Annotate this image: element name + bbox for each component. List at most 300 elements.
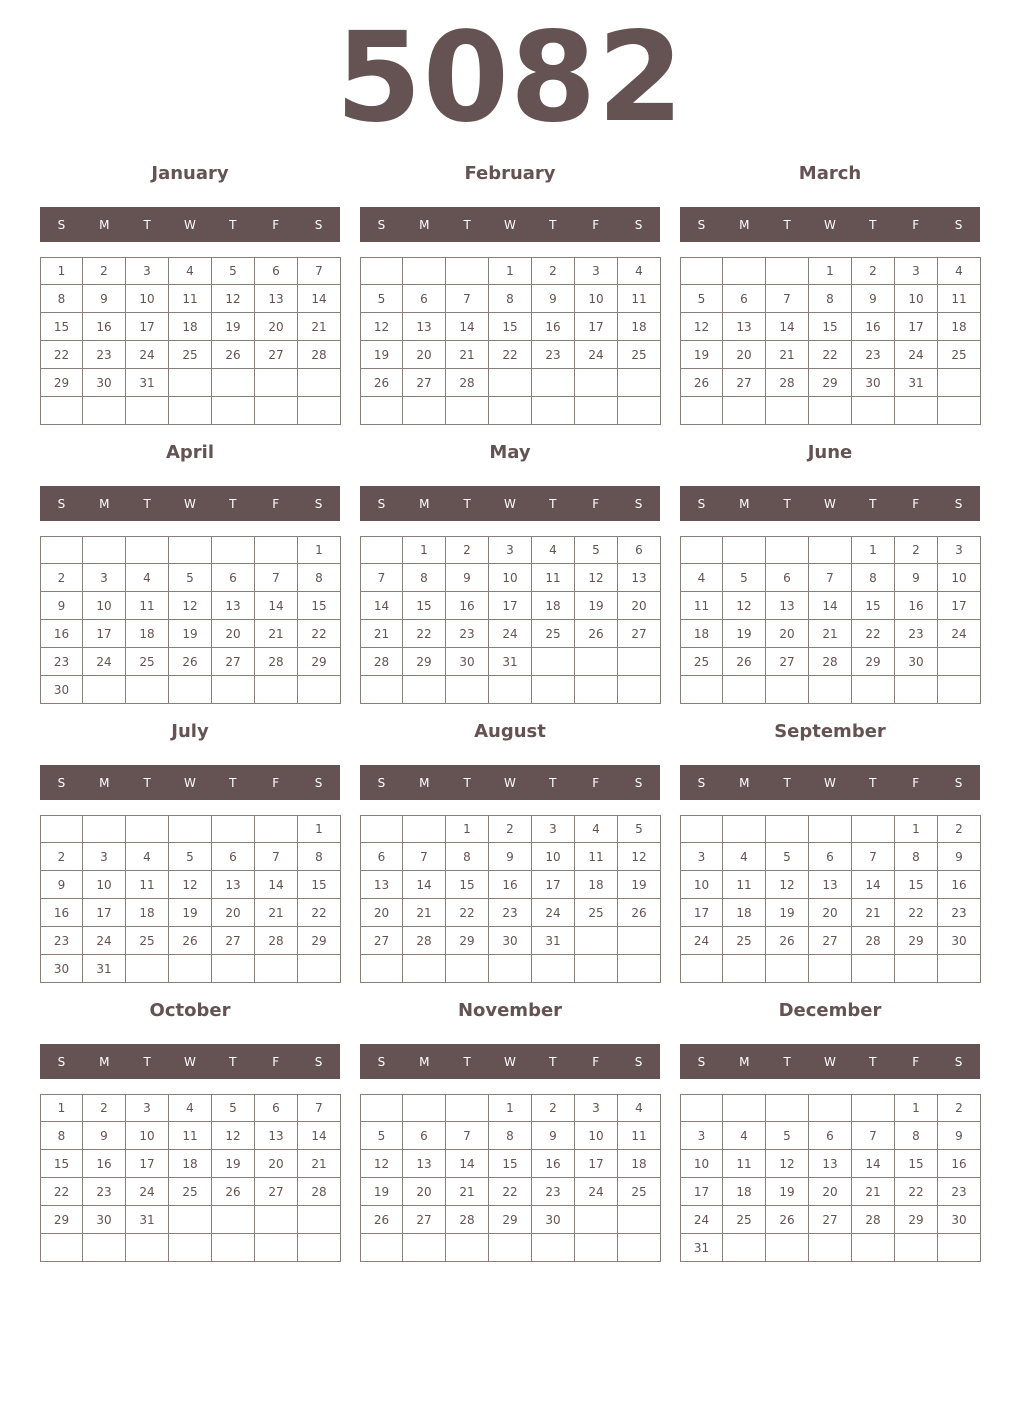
- day-cell: 15: [489, 1150, 532, 1178]
- day-cell: 11: [618, 285, 661, 313]
- weekday-label: M: [99, 775, 110, 790]
- day-cell: 23: [40, 648, 83, 676]
- month-december: [680, 995, 980, 1262]
- weekday-label: T: [783, 775, 791, 790]
- day-cell: 21: [403, 899, 446, 927]
- day-cell: 30: [446, 648, 489, 676]
- day-cell: 18: [169, 1150, 212, 1178]
- weekday-label: W: [824, 496, 836, 511]
- weekday-label: W: [504, 496, 516, 511]
- day-cell: 13: [212, 871, 255, 899]
- weekday-label: S: [57, 775, 66, 790]
- empty-day-cell: [126, 955, 169, 983]
- day-cell: 30: [938, 927, 981, 955]
- weekday-label: S: [377, 1054, 386, 1069]
- empty-day-cell: [169, 955, 212, 983]
- day-cell: 10: [680, 1150, 723, 1178]
- day-cell: 20: [809, 899, 852, 927]
- day-cell: 16: [938, 1150, 981, 1178]
- day-cell: 17: [83, 620, 126, 648]
- day-cell: 27: [809, 927, 852, 955]
- weekday-label: S: [697, 1054, 706, 1069]
- empty-day-cell: [83, 676, 126, 704]
- day-cell: 19: [766, 1178, 809, 1206]
- day-grid: [360, 536, 661, 704]
- weekday-label: T: [229, 496, 237, 511]
- weekday-header: [40, 207, 340, 242]
- day-cell: 24: [680, 927, 723, 955]
- day-cell: 25: [126, 927, 169, 955]
- day-cell: 20: [403, 341, 446, 369]
- day-cell: 15: [809, 313, 852, 341]
- weekday-label: T: [143, 1054, 151, 1069]
- day-cell: 8: [403, 564, 446, 592]
- day-cell: 20: [255, 1150, 298, 1178]
- day-cell: 5: [212, 257, 255, 285]
- empty-day-cell: [169, 1206, 212, 1234]
- weekday-label: S: [377, 217, 386, 232]
- day-cell: 31: [489, 648, 532, 676]
- weekday-label: M: [739, 1054, 750, 1069]
- day-cell: 19: [169, 899, 212, 927]
- day-cell: 21: [852, 1178, 895, 1206]
- weekday-header: [680, 207, 980, 242]
- empty-day-cell: [126, 1234, 169, 1262]
- weekday-label: T: [549, 775, 557, 790]
- weekday-label: M: [99, 1054, 110, 1069]
- day-cell: 3: [680, 843, 723, 871]
- day-cell: 2: [489, 815, 532, 843]
- month-february: [360, 158, 660, 425]
- empty-day-cell: [680, 815, 723, 843]
- weekday-header: [680, 765, 980, 800]
- day-cell: 21: [446, 341, 489, 369]
- day-cell: 25: [532, 620, 575, 648]
- day-cell: 28: [298, 1178, 341, 1206]
- weekday-label: T: [143, 775, 151, 790]
- day-cell: 11: [723, 1150, 766, 1178]
- day-cell: 26: [618, 899, 661, 927]
- empty-day-cell: [83, 1234, 126, 1262]
- day-cell: 27: [766, 648, 809, 676]
- day-cell: 4: [126, 843, 169, 871]
- empty-day-cell: [446, 1094, 489, 1122]
- day-cell: 29: [403, 648, 446, 676]
- day-cell: 4: [126, 564, 169, 592]
- weekday-label: F: [272, 496, 280, 511]
- day-cell: 5: [360, 1122, 403, 1150]
- empty-day-cell: [40, 536, 83, 564]
- day-cell: 8: [298, 843, 341, 871]
- weekday-label: W: [184, 496, 196, 511]
- month-title: September: [774, 721, 886, 742]
- day-cell: 24: [83, 648, 126, 676]
- day-cell: 10: [83, 592, 126, 620]
- weekday-label: T: [549, 496, 557, 511]
- weekday-label: T: [229, 1054, 237, 1069]
- empty-day-cell: [895, 397, 938, 425]
- day-cell: 31: [126, 1206, 169, 1234]
- weekday-label: T: [463, 217, 471, 232]
- empty-day-cell: [618, 1234, 661, 1262]
- day-cell: 5: [618, 815, 661, 843]
- day-cell: 13: [766, 592, 809, 620]
- empty-day-cell: [575, 369, 618, 397]
- day-cell: 12: [169, 871, 212, 899]
- weekday-label: F: [272, 775, 280, 790]
- day-cell: 18: [532, 592, 575, 620]
- day-cell: 10: [83, 871, 126, 899]
- weekday-header: [360, 207, 660, 242]
- weekday-label: W: [824, 775, 836, 790]
- empty-day-cell: [298, 397, 341, 425]
- empty-day-cell: [766, 676, 809, 704]
- empty-day-cell: [489, 1234, 532, 1262]
- empty-day-cell: [895, 1234, 938, 1262]
- day-cell: 25: [126, 648, 169, 676]
- day-cell: 7: [298, 257, 341, 285]
- weekday-label: W: [504, 217, 516, 232]
- day-cell: 11: [126, 871, 169, 899]
- day-cell: 1: [298, 536, 341, 564]
- empty-day-cell: [169, 815, 212, 843]
- day-cell: 21: [298, 1150, 341, 1178]
- day-cell: 12: [723, 592, 766, 620]
- day-cell: 26: [575, 620, 618, 648]
- weekday-label: W: [824, 1054, 836, 1069]
- day-cell: 30: [852, 369, 895, 397]
- day-cell: 14: [852, 871, 895, 899]
- day-cell: 16: [852, 313, 895, 341]
- day-cell: 18: [938, 313, 981, 341]
- weekday-header: [40, 765, 340, 800]
- weekday-label: M: [419, 1054, 430, 1069]
- day-cell: 9: [40, 592, 83, 620]
- day-cell: 3: [680, 1122, 723, 1150]
- day-cell: 21: [809, 620, 852, 648]
- empty-day-cell: [40, 815, 83, 843]
- empty-day-cell: [446, 257, 489, 285]
- weekday-label: S: [314, 775, 323, 790]
- day-cell: 29: [895, 1206, 938, 1234]
- empty-day-cell: [575, 1234, 618, 1262]
- day-cell: 7: [446, 285, 489, 313]
- day-cell: 7: [852, 843, 895, 871]
- empty-day-cell: [403, 397, 446, 425]
- day-cell: 4: [618, 1094, 661, 1122]
- day-grid: [680, 815, 981, 983]
- day-cell: 1: [489, 1094, 532, 1122]
- day-cell: 28: [298, 341, 341, 369]
- day-cell: 11: [169, 1122, 212, 1150]
- day-cell: 7: [809, 564, 852, 592]
- empty-day-cell: [298, 1206, 341, 1234]
- day-cell: 15: [895, 1150, 938, 1178]
- day-cell: 18: [126, 620, 169, 648]
- day-cell: 24: [680, 1206, 723, 1234]
- day-cell: 8: [895, 843, 938, 871]
- day-cell: 17: [680, 899, 723, 927]
- empty-day-cell: [618, 1206, 661, 1234]
- empty-day-cell: [532, 369, 575, 397]
- weekday-header: [360, 765, 660, 800]
- empty-day-cell: [212, 815, 255, 843]
- day-cell: 9: [938, 843, 981, 871]
- weekday-label: T: [229, 775, 237, 790]
- day-cell: 25: [723, 927, 766, 955]
- empty-day-cell: [126, 397, 169, 425]
- day-cell: 23: [40, 927, 83, 955]
- day-cell: 21: [852, 899, 895, 927]
- day-cell: 12: [766, 871, 809, 899]
- empty-day-cell: [618, 397, 661, 425]
- day-cell: 24: [126, 341, 169, 369]
- day-cell: 6: [403, 285, 446, 313]
- day-cell: 4: [723, 843, 766, 871]
- day-cell: 21: [360, 620, 403, 648]
- month-title: May: [489, 442, 531, 463]
- empty-day-cell: [766, 257, 809, 285]
- empty-day-cell: [169, 1234, 212, 1262]
- day-cell: 5: [169, 564, 212, 592]
- day-cell: 30: [83, 1206, 126, 1234]
- empty-day-cell: [403, 815, 446, 843]
- empty-day-cell: [680, 676, 723, 704]
- empty-day-cell: [938, 955, 981, 983]
- day-cell: 15: [40, 1150, 83, 1178]
- day-cell: 14: [360, 592, 403, 620]
- month-title: February: [464, 163, 556, 184]
- empty-day-cell: [360, 257, 403, 285]
- day-cell: 30: [489, 927, 532, 955]
- empty-day-cell: [83, 815, 126, 843]
- empty-day-cell: [680, 1094, 723, 1122]
- empty-day-cell: [618, 369, 661, 397]
- day-cell: 19: [618, 871, 661, 899]
- empty-day-cell: [360, 1094, 403, 1122]
- day-cell: 6: [809, 843, 852, 871]
- day-cell: 14: [446, 313, 489, 341]
- day-cell: 5: [766, 1122, 809, 1150]
- empty-day-cell: [575, 648, 618, 676]
- empty-day-cell: [489, 369, 532, 397]
- day-cell: 28: [446, 1206, 489, 1234]
- day-cell: 7: [852, 1122, 895, 1150]
- day-cell: 2: [895, 536, 938, 564]
- day-cell: 4: [680, 564, 723, 592]
- empty-day-cell: [680, 257, 723, 285]
- empty-day-cell: [809, 397, 852, 425]
- day-cell: 14: [766, 313, 809, 341]
- empty-day-cell: [403, 1234, 446, 1262]
- day-cell: 24: [489, 620, 532, 648]
- empty-day-cell: [212, 955, 255, 983]
- day-cell: 5: [723, 564, 766, 592]
- day-cell: 20: [360, 899, 403, 927]
- day-cell: 16: [489, 871, 532, 899]
- day-cell: 3: [489, 536, 532, 564]
- day-cell: 20: [255, 313, 298, 341]
- empty-day-cell: [766, 815, 809, 843]
- day-cell: 27: [403, 1206, 446, 1234]
- day-cell: 27: [618, 620, 661, 648]
- empty-day-cell: [723, 397, 766, 425]
- day-cell: 6: [255, 1094, 298, 1122]
- weekday-label: S: [954, 1054, 963, 1069]
- weekday-label: T: [463, 496, 471, 511]
- day-cell: 29: [298, 927, 341, 955]
- day-cell: 16: [938, 871, 981, 899]
- month-row: [40, 158, 980, 425]
- month-august: [360, 716, 660, 983]
- empty-day-cell: [255, 955, 298, 983]
- empty-day-cell: [169, 676, 212, 704]
- day-cell: 12: [212, 1122, 255, 1150]
- day-cell: 4: [618, 257, 661, 285]
- day-cell: 10: [575, 285, 618, 313]
- day-cell: 28: [766, 369, 809, 397]
- weekday-label: T: [869, 217, 877, 232]
- empty-day-cell: [938, 648, 981, 676]
- weekday-label: T: [229, 217, 237, 232]
- day-cell: 28: [403, 927, 446, 955]
- empty-day-cell: [360, 536, 403, 564]
- day-cell: 6: [403, 1122, 446, 1150]
- day-cell: 3: [895, 257, 938, 285]
- day-cell: 19: [575, 592, 618, 620]
- day-cell: 2: [852, 257, 895, 285]
- day-cell: 19: [360, 341, 403, 369]
- day-cell: 15: [40, 313, 83, 341]
- day-cell: 26: [766, 927, 809, 955]
- day-cell: 9: [895, 564, 938, 592]
- month-title: January: [151, 163, 229, 184]
- day-cell: 29: [809, 369, 852, 397]
- weekday-label: W: [184, 217, 196, 232]
- day-cell: 15: [298, 871, 341, 899]
- day-cell: 23: [83, 341, 126, 369]
- empty-day-cell: [532, 676, 575, 704]
- day-cell: 31: [83, 955, 126, 983]
- empty-day-cell: [575, 397, 618, 425]
- day-cell: 12: [169, 592, 212, 620]
- day-cell: 3: [83, 843, 126, 871]
- weekday-label: T: [869, 1054, 877, 1069]
- day-cell: 23: [446, 620, 489, 648]
- day-cell: 20: [618, 592, 661, 620]
- day-cell: 22: [403, 620, 446, 648]
- day-cell: 22: [895, 899, 938, 927]
- day-cell: 8: [895, 1122, 938, 1150]
- day-cell: 22: [489, 1178, 532, 1206]
- day-grid: [680, 1094, 981, 1262]
- day-cell: 23: [938, 1178, 981, 1206]
- day-cell: 20: [212, 899, 255, 927]
- day-cell: 18: [169, 313, 212, 341]
- day-grid: [40, 257, 341, 425]
- day-cell: 13: [809, 1150, 852, 1178]
- day-cell: 16: [40, 899, 83, 927]
- empty-day-cell: [255, 1206, 298, 1234]
- empty-day-cell: [126, 815, 169, 843]
- day-cell: 15: [403, 592, 446, 620]
- month-may: [360, 437, 660, 704]
- day-cell: 8: [809, 285, 852, 313]
- empty-day-cell: [212, 536, 255, 564]
- day-cell: 9: [532, 285, 575, 313]
- month-title: December: [778, 1000, 882, 1021]
- day-grid: [680, 257, 981, 425]
- weekday-header: [40, 486, 340, 521]
- day-cell: 17: [575, 1150, 618, 1178]
- empty-day-cell: [766, 955, 809, 983]
- day-cell: 17: [575, 313, 618, 341]
- day-cell: 19: [212, 1150, 255, 1178]
- empty-day-cell: [212, 1234, 255, 1262]
- empty-day-cell: [255, 536, 298, 564]
- day-cell: 11: [723, 871, 766, 899]
- day-cell: 24: [83, 927, 126, 955]
- day-cell: 25: [618, 341, 661, 369]
- day-cell: 11: [575, 843, 618, 871]
- day-cell: 14: [255, 592, 298, 620]
- day-cell: 17: [83, 899, 126, 927]
- empty-day-cell: [298, 1234, 341, 1262]
- day-cell: 3: [83, 564, 126, 592]
- day-cell: 25: [169, 341, 212, 369]
- day-cell: 18: [618, 1150, 661, 1178]
- day-cell: 17: [126, 313, 169, 341]
- empty-day-cell: [446, 676, 489, 704]
- day-cell: 15: [298, 592, 341, 620]
- day-cell: 9: [446, 564, 489, 592]
- day-cell: 9: [852, 285, 895, 313]
- day-cell: 18: [723, 899, 766, 927]
- day-cell: 26: [360, 1206, 403, 1234]
- month-april: [40, 437, 340, 704]
- day-cell: 7: [255, 843, 298, 871]
- day-cell: 1: [895, 815, 938, 843]
- empty-day-cell: [40, 397, 83, 425]
- empty-day-cell: [255, 815, 298, 843]
- day-grid: [40, 815, 341, 983]
- empty-day-cell: [680, 536, 723, 564]
- day-cell: 6: [809, 1122, 852, 1150]
- day-cell: 1: [895, 1094, 938, 1122]
- day-cell: 22: [489, 341, 532, 369]
- empty-day-cell: [723, 536, 766, 564]
- day-cell: 19: [680, 341, 723, 369]
- day-cell: 6: [766, 564, 809, 592]
- day-cell: 30: [895, 648, 938, 676]
- weekday-label: S: [634, 775, 643, 790]
- day-cell: 28: [446, 369, 489, 397]
- weekday-label: W: [504, 775, 516, 790]
- day-cell: 29: [446, 927, 489, 955]
- day-cell: 23: [532, 341, 575, 369]
- weekday-label: T: [143, 217, 151, 232]
- weekday-label: M: [419, 775, 430, 790]
- day-cell: 25: [938, 341, 981, 369]
- day-cell: 27: [809, 1206, 852, 1234]
- weekday-label: F: [912, 217, 920, 232]
- day-cell: 13: [255, 1122, 298, 1150]
- weekday-header: [680, 1044, 980, 1079]
- empty-day-cell: [255, 1234, 298, 1262]
- day-cell: 2: [938, 1094, 981, 1122]
- day-cell: 1: [852, 536, 895, 564]
- day-cell: 20: [723, 341, 766, 369]
